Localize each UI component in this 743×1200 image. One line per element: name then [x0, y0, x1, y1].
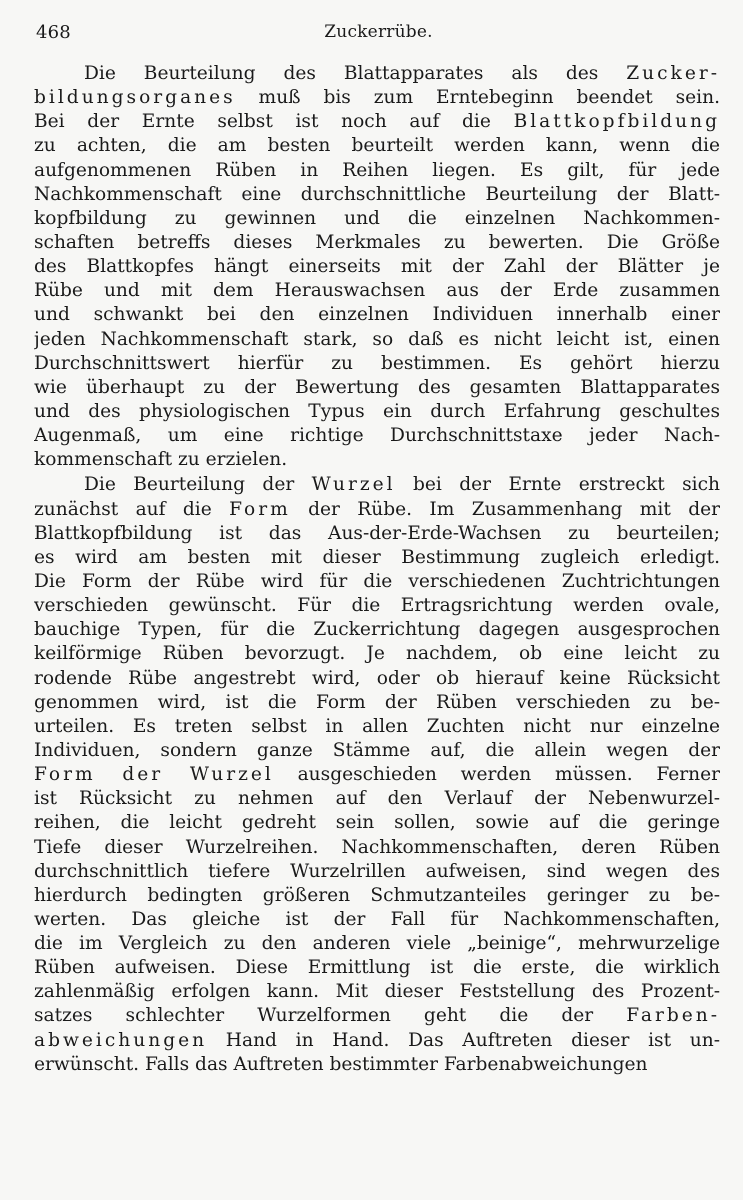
text-segment: und schwankt bei den einzelnen Individuen innerhalb einer	[34, 304, 720, 326]
text-line	[34, 763, 720, 787]
text-segment: Rübe und mit dem Herauswachsen aus der Erde zusammen	[34, 280, 720, 302]
running-title: Zuckerrübe.	[324, 22, 433, 42]
text-line	[34, 376, 720, 400]
text-segment: werten. Das gleiche ist der Fall für Nachkommenschaften,	[34, 908, 720, 930]
text-segment: Rüben aufweisen. Diese Ermittlung ist die erste, die wirklich	[34, 957, 720, 979]
text-line	[34, 546, 720, 570]
text-line	[34, 183, 720, 207]
page-header	[36, 22, 721, 48]
text-segment: ausgeschieden werden müssen. Ferner	[273, 764, 720, 786]
text-segment: bei der Ernte erstreckt sich	[395, 474, 720, 496]
text-segment: verschieden gewünscht. Für die Ertragsrichtung werden ovale,	[34, 595, 720, 617]
text-line	[34, 884, 720, 908]
text-line	[34, 691, 720, 715]
text-line	[34, 424, 720, 448]
spaced-emphasis: Blattkopfbildung	[513, 111, 720, 133]
text-segment: Blattkopfbildung ist das Aus-der-Erde-Wachsen zu beurteilen;	[34, 522, 720, 544]
text-line	[34, 932, 720, 956]
text-segment: Hand in Hand. Das Auftreten dieser ist un-	[207, 1029, 720, 1051]
text-segment: kopfbildung zu gewinnen und die einzelnen Nachkommen-	[34, 207, 720, 229]
text-line	[34, 811, 720, 835]
text-segment: Durchschnittswert hierfür zu bestimmen. Es gehört hierzu	[34, 352, 720, 374]
text-line	[34, 62, 720, 86]
text-line	[34, 498, 720, 522]
text-line	[34, 231, 720, 255]
text-segment: urteilen. Es treten selbst in allen Zuchten nicht nur einzelne	[34, 715, 720, 737]
text-segment: Bei der Ernte selbst ist noch auf die	[34, 111, 514, 133]
text-segment: es wird am besten mit dieser Bestimmung zugleich erledigt.	[34, 546, 720, 568]
body-text	[34, 62, 720, 1077]
text-line	[34, 787, 720, 811]
text-line	[34, 279, 720, 303]
text-segment: Individuen, sondern ganze Stämme auf, die allein wegen der	[34, 739, 720, 761]
text-segment: kommenschaft zu erzielen.	[34, 449, 288, 471]
text-segment: Die Beurteilung der	[84, 474, 312, 496]
text-line	[34, 618, 720, 642]
text-line	[34, 400, 720, 424]
text-line	[34, 110, 720, 134]
text-segment: rodende Rübe angestrebt wird, oder ob hierauf keine Rücksicht	[34, 667, 720, 689]
text-line	[34, 1004, 720, 1028]
text-segment: schaften betreffs dieses Merkmales zu bewerten. Die Größe	[34, 231, 720, 253]
text-segment: reihen, die leicht gedreht sein sollen, sowie auf die geringe	[34, 812, 720, 834]
text-line	[34, 1029, 720, 1053]
spaced-emphasis: Zucker-	[626, 63, 720, 84]
text-line	[34, 255, 720, 279]
text-segment: und des physiologischen Typus ein durch Erfahrung geschultes	[34, 400, 720, 422]
text-segment: bauchige Typen, für die Zuckerrichtung dagegen ausgesprochen	[34, 619, 720, 641]
text-line	[34, 473, 720, 497]
text-line	[34, 522, 720, 546]
text-segment: Die Form der Rübe wird für die verschiedenen Zuchtrichtungen	[34, 570, 720, 592]
spaced-emphasis: Wurzel	[311, 474, 396, 496]
text-line	[34, 86, 720, 110]
spaced-emphasis: Form	[229, 498, 291, 520]
text-line	[34, 134, 720, 158]
text-segment: ist Rücksicht zu nehmen auf den Verlauf der Nebenwurzel-	[34, 788, 720, 810]
text-segment: des Blattkopfes hängt einerseits mit der Zahl der Blätter je	[34, 256, 720, 278]
text-segment: jeden Nachkommenschaft stark, so daß es nicht leicht ist, einen	[34, 328, 720, 350]
text-line	[34, 448, 720, 472]
text-segment: Nachkommenschaft eine durchschnittliche Beurteilung der Blatt-	[34, 183, 720, 205]
text-segment: Die Beurteilung des Blattapparates als des	[84, 63, 627, 84]
text-segment: genommen wird, ist die Form der Rüben verschieden zu be-	[34, 691, 720, 713]
text-line	[34, 739, 720, 763]
text-segment: zunächst auf die	[34, 498, 230, 520]
text-segment: erwünscht. Falls das Auftreten bestimmter Farbenabweichungen	[34, 1053, 648, 1075]
text-segment: Tiefe dieser Wurzelreihen. Nachkommenschaften, deren Rüben	[34, 836, 720, 858]
text-segment: zu achten, die am besten beurteilt werden kann, wenn die	[34, 135, 720, 157]
spaced-emphasis: abweichungen	[34, 1029, 208, 1051]
text-segment: der Rübe. Im Zusammenhang mit der	[290, 498, 720, 520]
text-segment: Augenmaß, um eine richtige Durchschnittstaxe jeder Nach-	[34, 425, 720, 447]
text-segment: satzes schlechter Wurzelformen geht die der	[34, 1005, 627, 1027]
text-line	[34, 570, 720, 594]
text-line	[34, 1053, 720, 1077]
text-line	[34, 352, 720, 376]
text-line	[34, 860, 720, 884]
text-line	[34, 667, 720, 691]
text-segment: die im Vergleich zu den anderen viele „beinige“, mehrwurzelige	[34, 933, 720, 955]
spaced-emphasis: Form der Wurzel	[34, 764, 274, 786]
text-line	[34, 956, 720, 980]
paragraph	[34, 473, 720, 1077]
text-line	[34, 328, 720, 352]
text-line	[34, 980, 720, 1004]
text-segment: keilförmige Rüben bevorzugt. Je nachdem, ob eine leicht zu	[34, 643, 720, 665]
spaced-emphasis: Farben-	[626, 1005, 720, 1027]
text-segment: durchschnittlich tiefere Wurzelrillen aufweisen, sind wegen des	[34, 860, 720, 882]
text-line	[34, 908, 720, 932]
text-line	[34, 159, 720, 183]
text-segment: zahlenmäßig erfolgen kann. Mit dieser Feststellung des Prozent-	[34, 981, 720, 1003]
text-line	[34, 303, 720, 327]
paragraph	[34, 62, 720, 472]
text-line	[34, 836, 720, 860]
text-segment: hierdurch bedingten größeren Schmutzanteiles geringer zu be-	[34, 884, 720, 906]
text-line	[34, 594, 720, 618]
text-line	[34, 642, 720, 666]
text-segment: aufgenommenen Rüben in Reihen liegen. Es gilt, für jede	[34, 159, 720, 181]
text-line	[34, 715, 720, 739]
spaced-emphasis: bildungsorganes	[34, 87, 236, 109]
page-number: 468	[36, 22, 71, 43]
text-segment: wie überhaupt zu der Bewertung des gesamten Blattapparates	[34, 376, 720, 398]
text-segment: muß bis zum Erntebeginn beendet sein.	[235, 87, 720, 109]
text-line	[34, 207, 720, 231]
